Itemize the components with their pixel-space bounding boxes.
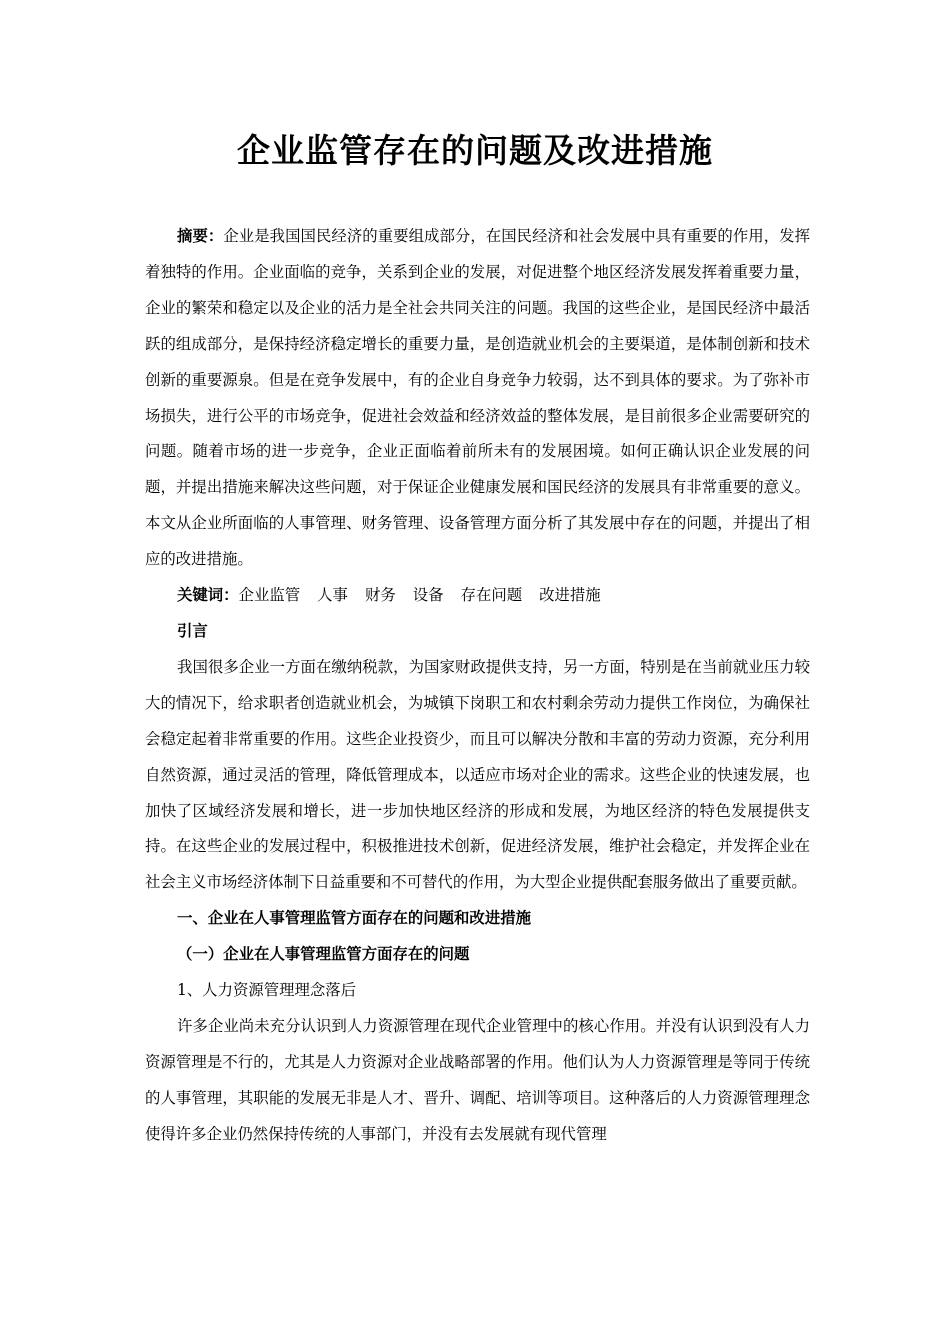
keywords-label: 关键词：	[177, 586, 239, 605]
abstract-text: 企业是我国国民经济的重要组成部分，在国民经济和社会发展中具有重要的作用，发挥着独特的作用。企业面临的竞争，关系到企业的发展，对促进整个地区经济发展发挥着重要力量，企业的繁荣和稳定以及企业的活力是全社会共同关注的问题。我国的这些企业，是国民经济中最活跃的组成部分，是保持经济稳定增长的重要力量，是创造就业机会的主要渠道，是体制创新和技术创新的重要源泉。但是在竞争发展中，有的企业自身竞争力较弱，达不到具体的要求。为了弥补市场损失，进行公平的市场竞争，促进社会效益和经济效益的整体发展，是目前很多企业需要研究的问题。随着市场的进一步竞争，企业正面临着前所未有的发展困境。如何正确认识企业发展的问题，并提出措施来解决这些问题，对于保证企业健康发展和国民经济的发展具有非常重要的意义。本文从企业所面临的人事管理、财务管理、设备管理方面分析了其发展中存在的问题，并提出了相应的改进措施。	[145, 227, 810, 569]
abstract-paragraph	[145, 219, 810, 578]
document-body	[145, 219, 810, 1153]
keyword: 企业监管	[238, 586, 301, 605]
intro-paragraph: 我国很多企业一方面在缴纳税款，为国家财政提供支持，另一方面，特别是在当前就业压力较大的情况下，给求职者创造就业机会，为城镇下岗职工和农村剩余劳动力提供工作岗位，为确保社会稳定起着非常重要的作用。这些企业投资少，而且可以解决分散和丰富的劳动力资源，充分利用自然资源，通过灵活的管理，降低管理成本，以适应市场对企业的需求。这些企业的快速发展，也加快了区域经济发展和增长，进一步加快地区经济的形成和发展，为地区经济的特色发展提供支持。在这些企业的发展过程中，积极推进技术创新，促进经济发展，维护社会稳定，并发挥企业在社会主义市场经济体制下日益重要和不可替代的作用，为大型企业提供配套服务做出了重要贡献。	[145, 657, 810, 892]
abstract-label: 摘要：	[177, 227, 224, 245]
intro-heading: 引言	[177, 621, 208, 640]
keyword: 改进措施	[539, 586, 601, 605]
keyword: 存在问题	[460, 586, 523, 605]
keyword: 设备	[412, 586, 444, 605]
keyword: 人事	[317, 586, 348, 605]
subsection-heading: （一）企业在人事管理监管方面存在的问题	[177, 945, 470, 964]
keyword: 财务	[364, 586, 396, 605]
keywords-line	[145, 578, 810, 614]
item-heading: 1、人力资源管理理念落后	[177, 981, 357, 1000]
section-heading: 一、企业在人事管理监管方面存在的问题和改进措施	[177, 909, 531, 928]
document-title: 企业监管存在的问题及改进措施	[237, 131, 713, 170]
item-paragraph: 许多企业尚未充分认识到人力资源管理在现代企业管理中的核心作用。并没有认识到没有人力资源管理是不行的，尤其是人力资源对企业战略部署的作用。他们认为人力资源管理是等同于传统的人事管理，其职能的发展无非是人才、晋升、调配、培训等项目。这种落后的人力资源管理理念使得许多企业仍然保持传统的人事部门，并没有去发展就有现代管理	[145, 1016, 810, 1143]
